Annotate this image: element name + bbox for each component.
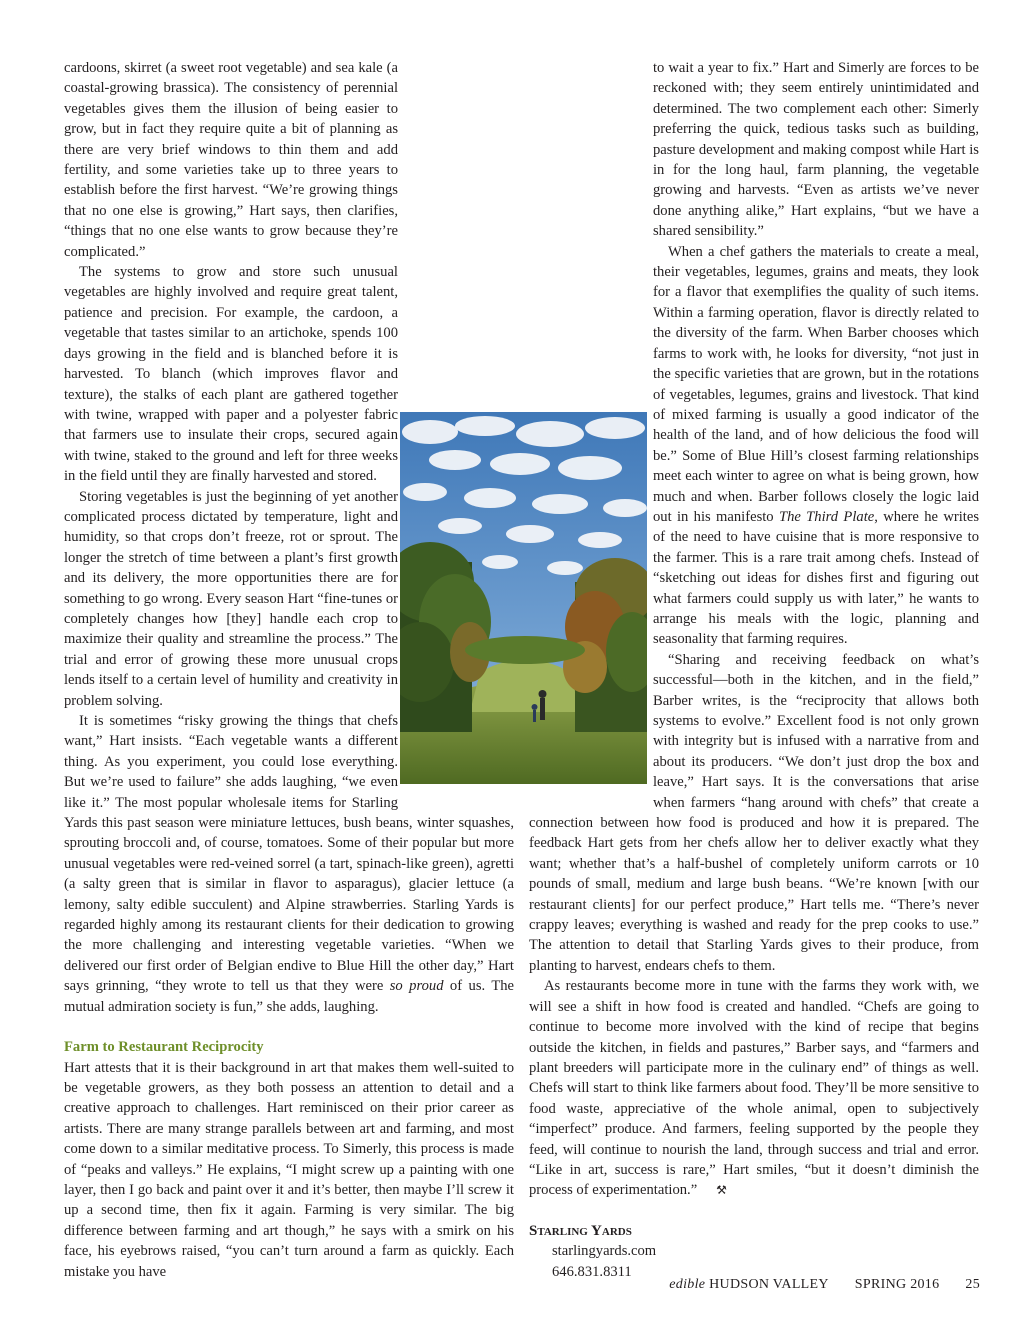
contact-info (529, 1221, 979, 1282)
magazine-title (669, 1277, 829, 1293)
paragraph-text: When a chef gathers the materials to create a meal, their vegetables, legumes, grains and meats, they look for a flavor that exemplifies the quality of such items. Within a farming operation, flavor is directly related to the diversity of the farm. When Barber chooses which farms to work with, he looks for diversity, “not just in the specific varieties that are grown, but in the rotations of vegetables, legumes, grains and livestock. That kind of mixed farming is usually a good indicator of the health of the land, and of how delicious the food will be.” Some of Blue Hill’s closest farming relationships meet each winter to agree on what is being grown, how much and when. Barber follows closely the logic laid out in his manifesto (653, 243, 979, 525)
issue-label: SPRING 2016 (854, 1277, 940, 1292)
magazine-prefix: edible (669, 1277, 706, 1292)
paragraph: to wait a year to fix.” Hart and Simerly are forces to be reckoned with; they seem entirely unintimidated and determined. The two complement each other: Simerly preferring the quick, tedious tasks such as building, pasture development and making compost while Hart is in for the long haul, farm planning, the vegetable growing and harvests. “Even as artists we’ve never done anything alike,” Hart explains, “but we have a shared sensibility.” (653, 60, 979, 240)
paragraph: The systems to grow and store such unusual vegetables are highly involved and require great talent, patience and precision. For example, the cardoon, a vegetable that tastes similar to an artichoke, spends 100 days growing in the field and is blanched before it is harvested. To blanch (which improves flavor and texture), the stalks of each plant are gathered together with twine, wrapped with paper and a polyester fabric that farmers use to insulate their crops, secured again with twine, staked to the ground and left for three weeks in the field until they are finally harvested and stored. (64, 264, 398, 485)
paragraph: “Sharing and receiving feedback on what’s successful—both in the kitchen, and in the field,” Barber writes, is the “reciprocity that allows both systems to evolve.” Excellent food is not only grown with integrity but is infused with a narrative from and about its producers. “We don’t just drop the box and leave,” Hart says. It is the conversations that arise when farmers “hang around with chefs” that create a connection between how food is produced and how it is prepared. The feedback Hart gets from her chefs allow her to deliver exactly what they want; whether that’s a half-bushel of completely uniform carrots or 10 pounds of small, medium and large bush beans. “We’re known [with our restaurant clients] for our perfect produce,” Hart tells me. “There’s never crappy leaves; everything is washed and ready for the prep cooks to use.” The attention to detail that Starling Yards gives to their produce, from planting to harvest, endears chefs to them. (529, 651, 979, 974)
page-footer (620, 1277, 980, 1293)
photo-illustration (400, 412, 647, 784)
paragraph-text: , where he writes of the need to have cuisine that is more responsive to the farmer. This is a rare trait among chefs. Instead of “sketching out ideas for dishes first and figuring out what farmers could supply us with later,” he wants to arrange his meals with the logic, planning and seasonality that farming requires. (653, 508, 979, 648)
end-mark-icon: ⚒ (716, 1183, 727, 1198)
paragraph-text: of us. The mutual admiration society is fun,” she adds, laughing. (64, 978, 515, 1015)
farm-website[interactable]: starlingyards.com (552, 1243, 657, 1260)
farm-name: Starling Yards (529, 1222, 632, 1239)
paragraph-text: It is sometimes “risky growing the things that chefs want,” Hart insists. “Each vegetable wants a different thing. As you experiment, you could lose everything. But we’re used to failure” she adds laughing, “we even like it.” The most popular wholesale items for Starling Yards this past season were miniature lettuces, bush beans, winter squashes, sprouting broccoli and, of course, tomatoes. Some of their popular but more unusual vegetables were red-veined sorrel (a tart, spinach-like green), agretti (a salty green that is similar in flavor to asparagus), glacier lettuce (a lemony, salty edible succulent) and Alpine strawberries. Starling Yards is regarded highly among its restaurant clients for their dedication to growing the more challenging and interesting vegetable varieties. “When we delivered our first order of Belgian endive to Blue Hill the other day,” Hart says grinning, “they wrote to tell us that they were (64, 713, 514, 995)
book-title: The Third Plate (778, 508, 875, 525)
emphasis-text: so proud (389, 978, 444, 995)
page-number: 25 (965, 1277, 980, 1292)
paragraph-text: As restaurants become more in tune with the farms they work with, we will see a shift in how food is created and handled. “Chefs are going to continue to become more involved with the kind of recipe that begins outside the kitchen, in fields and pastures,” Barber says, and “farmers and plant breeders will participate more in the culinary end” of things as well. Chefs will start to think like farmers about food. They’ll be more sensitive to food waste, appreciative of the whole animal, open to subjectively “imperfect” produce. And farmers, feeling supported by the people they feed, will continue to nourish the land, through success and trial and error. “Like in art, success is rare,” Hart smiles, “but it doesn’t diminish the process of experimentation.” (529, 978, 979, 1199)
farm-phone: 646.831.8311 (552, 1263, 632, 1280)
paragraph: Storing vegetables is just the beginning of yet another complicated process dictated by temperature, light and humidity, so that crops don’t freeze, rot or sprout. The longer the stretch of time between a plant’s first growth and its delivery, the more opportunities there are for something to go wrong. Every season Hart “fine-tunes or completely changes how [they] handle each crop to maximize their quality and streamline the process.” The trial and error of growing these more unusual crops lends itself to a certain level of humility and creativity in problem solving. (64, 488, 398, 709)
paragraph: cardoons, skirret (a sweet root vegetable) and sea kale (a coastal-growing brassica). The consistency of perennial vegetables gives them the illusion of being easier to grow, but in fact they require quite a bit of planning as there are very brief windows to thin them and add fertility, and some varieties take up to three years to establish before the first harvest. “We’re growing things that no one else is growing,” Hart says, then clarifies, “things that no one else wants to grow because they’re complicated.” (64, 60, 398, 260)
section-subhead: Farm to Restaurant Reciprocity (64, 1039, 264, 1056)
magazine-name: HUDSON VALLEY (709, 1277, 829, 1292)
farm-field-photo (400, 412, 647, 784)
paragraph (529, 976, 979, 1200)
paragraph: Hart attests that it is their background in art that makes them well-suited to be vegetable growers, as they both possess an attention to detail and a creative approach to challenges. Hart reminisced on their prior career as artists. There are many strange parallels between art and farming, and most come down to a similar meditative process. To Simerly, this process is made of “peaks and valleys.” He explains, “I might screw up a painting with one layer, then I go back and paint over it and it’s better, then maybe I’ll screw it up a second time, then fix it again. Farming is very similar. The big difference between farming and art though,” he says with a smirk on his face, his eyebrows raised, “you can’t turn around a farm as quickly. Each mistake you have (64, 1059, 514, 1280)
